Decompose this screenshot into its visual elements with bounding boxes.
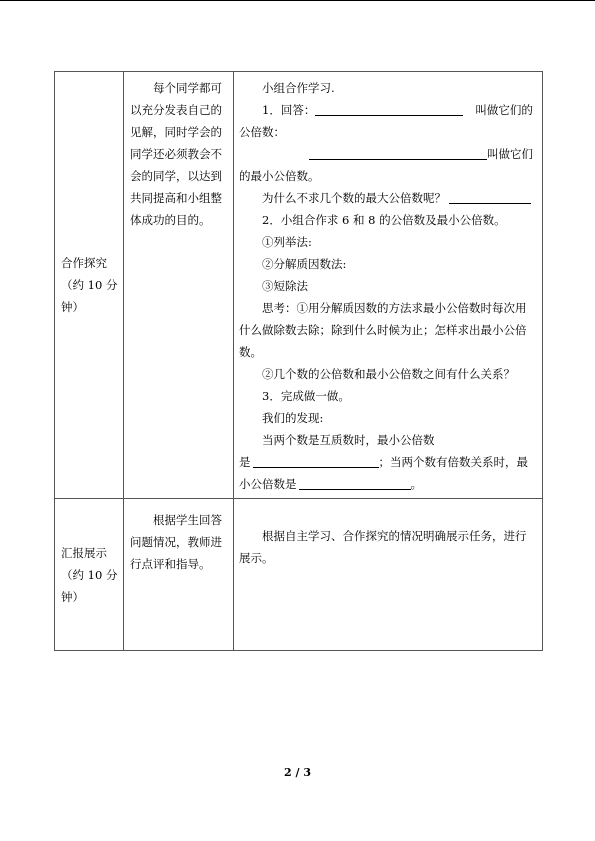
activity-q1: 1．回答： 叫做它们的公倍数： — [239, 103, 533, 139]
method-factor: ②分解质因数法: — [262, 257, 347, 271]
method-list: ①列举法: — [262, 235, 312, 249]
header-rule — [0, 0, 595, 1]
answer-blank[interactable] — [449, 189, 531, 204]
finding-line-3: 小公倍数是 。 — [239, 477, 422, 491]
activity-q1-cont: 叫做它们的最小公倍数。 — [239, 147, 533, 183]
think-question-1: 思考：①用分解质因数的方法求最小公倍数时每次用什么做除数去除；除到什么时候为止；怎样求出最小公倍数。 — [239, 301, 527, 359]
findings-heading: 我们的发现: — [262, 411, 324, 425]
think-question-2: ②几个数的公倍数和最小公倍数之间有什么关系？ — [262, 367, 515, 381]
activity-cell — [234, 72, 543, 499]
finding-line-1: 当两个数是互质数时，最小公倍数 — [262, 433, 435, 447]
stage-cell — [55, 72, 124, 499]
activity-intro: 小组合作学习. — [262, 81, 335, 95]
table-row — [55, 72, 543, 499]
lesson-table — [54, 71, 543, 651]
goal-cell: 根据学生回答问题情况，教师进行点评和指导。 — [124, 499, 234, 651]
stage-cell — [55, 499, 124, 651]
activity-cell — [234, 499, 543, 651]
stage-duration: （约 10 分钟） — [61, 567, 118, 604]
activity-q1-why: 为什么不求几个数的最大公倍数呢？ — [239, 187, 536, 209]
answer-blank[interactable] — [299, 475, 411, 490]
stage-duration: （约 10 分钟） — [61, 278, 118, 314]
activity-q2: 2．小组合作求 6 和 8 的公倍数及最小公倍数。 — [262, 213, 506, 227]
stage-name: 汇报展示 — [61, 545, 107, 560]
activity-text: 根据自主学习、合作探究的情况明确展示任务，进行展示。 — [239, 529, 527, 565]
page-number: 2 / 3 — [284, 766, 311, 779]
activity-q3: 3．完成做一做。 — [262, 389, 350, 403]
answer-blank[interactable] — [253, 453, 379, 468]
answer-blank[interactable] — [315, 101, 463, 116]
answer-blank[interactable] — [309, 145, 487, 160]
goal-cell: 每个同学都可以充分发表自己的见解，同时学会的同学还必须教会不会的同学，以达到共同提高和小组整体成功的目的。 — [124, 72, 234, 499]
finding-line-2: 是 ；当两个数有倍数关系时，最 — [239, 455, 528, 469]
method-short-division: ③短除法 — [262, 279, 308, 293]
table-row — [55, 499, 543, 651]
stage-name: 合作探究 — [61, 256, 107, 270]
